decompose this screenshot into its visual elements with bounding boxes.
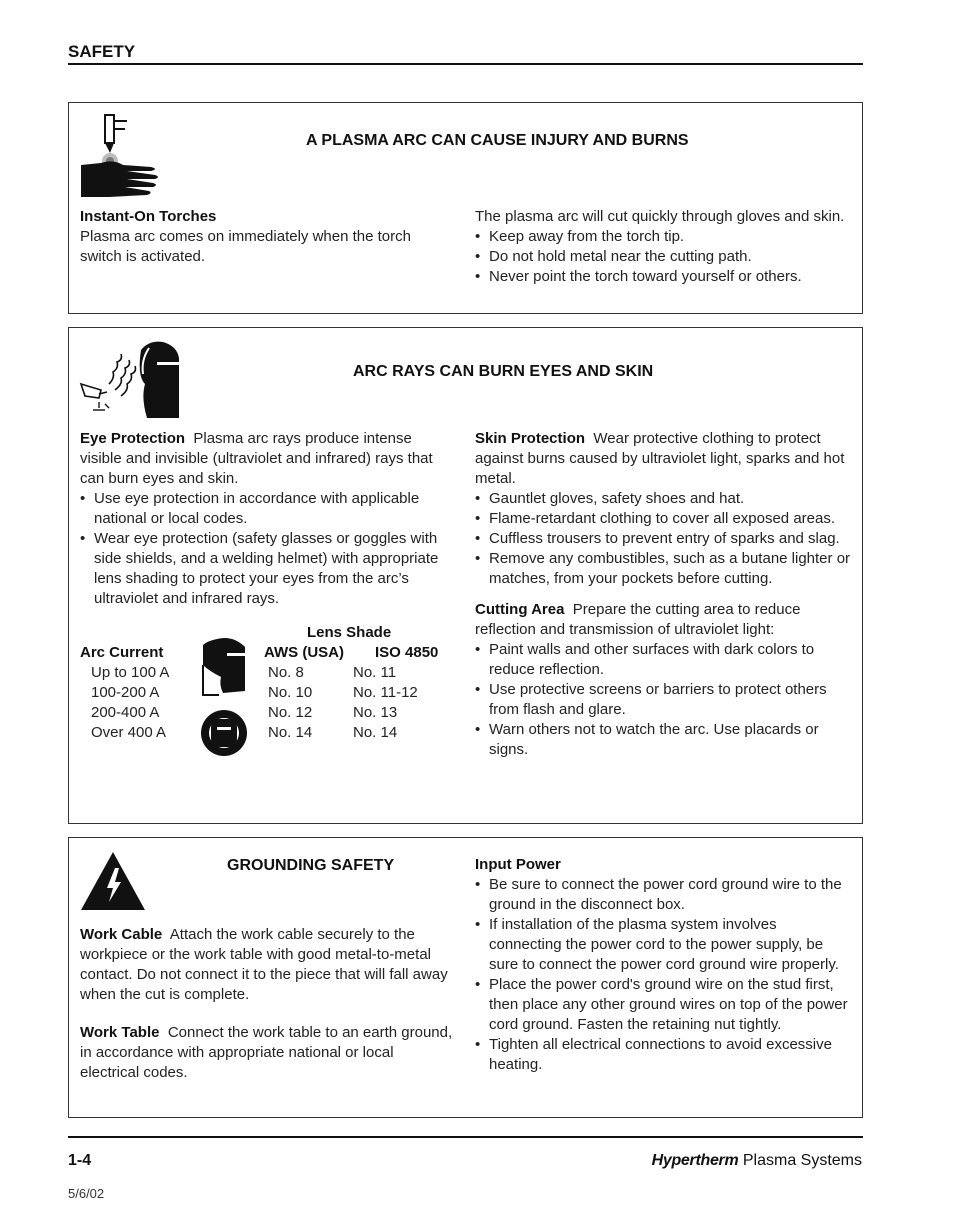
work-cable-text: Attach the work cable securely to the workpiece or the work table with good metal-to-metal contact. Do not connect it to the piece that will fall away when the cut is complete. [80,926,448,1003]
instant-on-text: Plasma arc comes on immediately when the torch switch is activated. [80,228,411,265]
instant-on-heading: Instant-On Torches [80,208,217,225]
list-item: • Cuffless trousers to prevent entry of sparks and slag. [475,529,853,549]
skin-protection-text: Wear protective clothing to protect against burns caused by ultraviolet light, sparks and hot metal. [475,430,845,487]
skin-protection-heading: Skin Protection [475,430,586,447]
table-cell: Over 400 A [91,724,167,741]
work-table-text: Connect the work table to an earth ground, in accordance with appropriate national or local electrical codes. [80,1024,453,1081]
electrical-hazard-icon [79,850,147,912]
table-cell: 100-200 A [91,684,160,701]
welding-helmet-icon [199,635,251,763]
section-heading: SAFETY [68,42,136,61]
list-item: • Use eye protection in accordance with applicable national or local codes. [80,489,456,529]
plasma-arc-warning-box [68,102,863,314]
list-item: • Tighten all electrical connections to avoid excessive heating. [475,1035,853,1075]
arc-current-header: Arc Current [80,644,164,661]
brand-logo: Hypertherm [651,1152,739,1169]
revision-date: 5/6/02 [68,1186,105,1201]
list-item: • Place the power cord's ground wire on the stud first, then place any other ground wires on top of the power cord ground. Fasten the retaining nut tightly. [475,975,853,1035]
list-item: • Wear eye protection (safety glasses or goggles with side shields, and a welding helmet) with appropriate lens shading to protect your eyes from the arc’s ultraviolet and infrared rays. [80,529,456,609]
input-power-heading: Input Power [475,856,561,873]
eye-protection-heading: Eye Protection [80,430,186,447]
list-item: • Keep away from the torch tip. [475,227,850,247]
table-row [91,683,418,703]
table-cell: No. 11 [353,664,397,681]
list-item: • Remove any combustibles, such as a butane lighter or matches, from your pockets before cutting. [475,549,853,589]
lens-shade-table [91,663,418,743]
box3-title: GROUNDING SAFETY [227,857,395,874]
table-row [91,723,418,743]
table-cell: Up to 100 A [91,664,170,681]
list-item: • Warn others not to watch the arc. Use placards or signs. [475,720,853,760]
table-cell: No. 14 [353,724,398,741]
table-cell: No. 11-12 [353,684,418,701]
list-item: • Be sure to connect the power cord ground wire to the ground in the disconnect box. [475,875,853,915]
cutting-area-heading: Cutting Area [475,601,565,618]
table-cell: No. 14 [268,724,313,741]
table-cell: No. 13 [353,704,398,721]
box2-title: ARC RAYS CAN BURN EYES AND SKIN [353,363,654,380]
list-item: • Never point the torch toward yourself or others. [475,267,850,287]
box1-title: A PLASMA ARC CAN CAUSE INJURY AND BURNS [306,132,689,149]
list-item: • If installation of the plasma system involves connecting the power cord to the power supply, be sure to connect the power cord ground wire properly. [475,915,853,975]
table-row [91,703,418,723]
list-item: • Paint walls and other surfaces with dark colors to reduce reflection. [475,640,853,680]
header-rule [68,63,863,65]
arc-rays-warning-box [68,327,863,824]
torch-hand-icon [79,113,163,199]
plasma-arc-intro: The plasma arc will cut quickly through gloves and skin. [475,208,845,225]
arc-rays-helmet-icon [79,338,183,420]
list-item: • Use protective screens or barriers to protect others from flash and glare. [475,680,853,720]
product-name: Plasma Systems [742,1152,862,1169]
table-cell: 200-400 A [91,704,160,721]
table-cell: No. 10 [268,684,313,701]
work-table-heading: Work Table [80,1024,160,1041]
list-item: • Flame-retardant clothing to cover all exposed areas. [475,509,853,529]
aws-header: AWS (USA) [264,644,344,661]
work-cable-heading: Work Cable [80,926,163,943]
lens-shade-heading: Lens Shade [307,624,392,641]
table-row [91,663,418,683]
eye-protection-text: Plasma arc rays produce intense visible and invisible (ultraviolet and infrared) rays that can burn eyes and skin. [80,430,433,487]
list-item: • Do not hold metal near the cutting path. [475,247,850,267]
cutting-area-text: Prepare the cutting area to reduce reflection and transmission of ultraviolet light: [475,601,801,638]
grounding-safety-box [68,837,863,1118]
table-cell: No. 8 [268,664,304,681]
list-item: • Gauntlet gloves, safety shoes and hat. [475,489,853,509]
footer-brand-line [652,1151,862,1171]
page-number: 1-4 [68,1152,92,1169]
footer-rule [68,1136,863,1138]
iso-header: ISO 4850 [375,644,439,661]
table-cell: No. 12 [268,704,313,721]
